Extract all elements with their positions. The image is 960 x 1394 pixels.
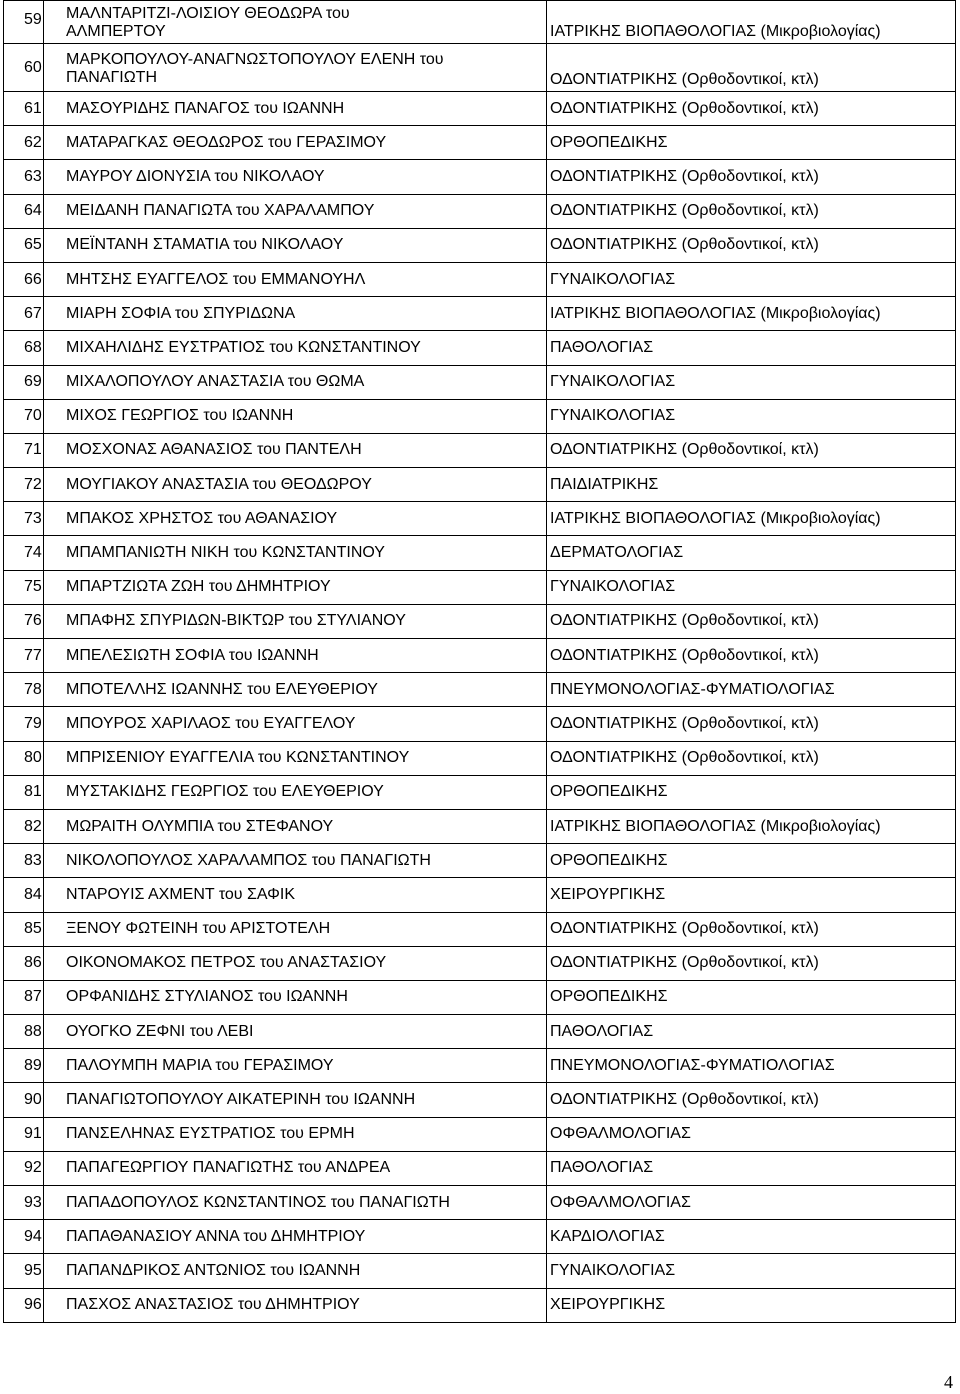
table-row [4,536,956,570]
person-name: ΜΟΥΓΙΑΚΟΥ ΑΝΑΣΤΑΣΙΑ του ΘΕΟΔΩΡΟΥ [44,468,547,502]
table-row [4,1151,956,1185]
person-name: ΠΑΠΑΔΟΠΟΥΛΟΣ ΚΩΝΣΤΑΝΤΙΝΟΣ του ΠΑΝΑΓΙΩΤΗ [44,1186,547,1220]
person-name: ΠΑΝΑΓΙΩΤΟΠΟΥΛΟΥ ΑΙΚΑΤΕΡΙΝΗ του ΙΩΑΝΝΗ [44,1083,547,1117]
table-row [4,1186,956,1220]
table-row [4,1015,956,1049]
row-number: 66 [4,262,44,296]
row-number: 93 [4,1186,44,1220]
table-row [4,126,956,160]
person-name: ΜΙΑΡΗ ΣΟΦΙΑ του ΣΠΥΡΙΔΩΝΑ [44,297,547,331]
specialty: ΟΔΟΝΤΙΑΤΡΙΚΗΣ (Ορθοδοντικοί, κτλ) [547,228,956,262]
table-row [4,707,956,741]
specialty: ΟΡΘΟΠΕΔΙΚΗΣ [547,980,956,1014]
row-number: 73 [4,502,44,536]
row-number: 75 [4,570,44,604]
table-row [4,194,956,228]
row-number: 96 [4,1288,44,1322]
table-row [4,1288,956,1322]
row-number: 87 [4,980,44,1014]
row-number: 67 [4,297,44,331]
table-row [4,228,956,262]
candidates-table [3,0,956,1323]
specialty: ΟΔΟΝΤΙΑΤΡΙΚΗΣ (Ορθοδοντικοί, κτλ) [547,433,956,467]
person-name: ΜΙΧΟΣ ΓΕΩΡΓΙΟΣ του ΙΩΑΝΝΗ [44,399,547,433]
row-number: 76 [4,604,44,638]
table-row [4,1220,956,1254]
row-number: 77 [4,639,44,673]
specialty: ΟΔΟΝΤΙΑΤΡΙΚΗΣ (Ορθοδοντικοί, κτλ) [547,44,956,92]
person-name: ΠΑΠΑΘΑΝΑΣΙΟΥ ΑΝΝΑ του ΔΗΜΗΤΡΙΟΥ [44,1220,547,1254]
person-name: ΜΑΣΟΥΡΙΔΗΣ ΠΑΝΑΓΟΣ του ΙΩΑΝΝΗ [44,92,547,126]
table-row [4,946,956,980]
table-row [4,980,956,1014]
row-number: 91 [4,1117,44,1151]
specialty: ΟΔΟΝΤΙΑΤΡΙΚΗΣ (Ορθοδοντικοί, κτλ) [547,707,956,741]
row-number: 92 [4,1151,44,1185]
table-row [4,604,956,638]
table-row [4,878,956,912]
person-name: ΠΑΣΧΟΣ ΑΝΑΣΤΑΣΙΟΣ του ΔΗΜΗΤΡΙΟΥ [44,1288,547,1322]
specialty: ΙΑΤΡΙΚΗΣ ΒΙΟΠΑΘΟΛΟΓΙΑΣ (Μικροβιολογίας) [547,809,956,843]
row-number: 68 [4,331,44,365]
person-name: ΟΥΟΓΚΟ ΖΕΦΝΙ του ΛΕΒΙ [44,1015,547,1049]
row-number: 80 [4,741,44,775]
table-row [4,160,956,194]
table-row [4,1117,956,1151]
row-number: 64 [4,194,44,228]
row-number: 89 [4,1049,44,1083]
person-name: ΠΑΠΑΓΕΩΡΓΙΟΥ ΠΑΝΑΓΙΩΤΗΣ του ΑΝΔΡΕΑ [44,1151,547,1185]
table-row [4,1083,956,1117]
row-number: 85 [4,912,44,946]
person-name: ΜΠΑΡΤΖΙΩΤΑ ΖΩΗ του ΔΗΜΗΤΡΙΟΥ [44,570,547,604]
person-name: ΜΠΟΤΕΛΛΗΣ ΙΩΑΝΝΗΣ του ΕΛΕΥΘΕΡΙΟΥ [44,673,547,707]
specialty: ΟΡΘΟΠΕΔΙΚΗΣ [547,844,956,878]
specialty: ΓΥΝΑΙΚΟΛΟΓΙΑΣ [547,1254,956,1288]
person-name: ΞΕΝΟΥ ΦΩΤΕΙΝΗ του ΑΡΙΣΤΟΤΕΛΗ [44,912,547,946]
row-number: 61 [4,92,44,126]
table-row [4,741,956,775]
row-number: 69 [4,365,44,399]
row-number: 81 [4,775,44,809]
row-number: 65 [4,228,44,262]
table-row [4,809,956,843]
specialty: ΟΦΘΑΛΜΟΛΟΓΙΑΣ [547,1186,956,1220]
person-name: ΟΙΚΟΝΟΜΑΚΟΣ ΠΕΤΡΟΣ του ΑΝΑΣΤΑΣΙΟΥ [44,946,547,980]
table-row [4,775,956,809]
table-row [4,44,956,92]
row-number: 82 [4,809,44,843]
row-number: 59 [4,1,44,44]
table-row [4,433,956,467]
row-number: 90 [4,1083,44,1117]
specialty: ΟΔΟΝΤΙΑΤΡΙΚΗΣ (Ορθοδοντικοί, κτλ) [547,160,956,194]
person-name: ΜΠΕΛΕΣΙΩΤΗ ΣΟΦΙΑ του ΙΩΑΝΝΗ [44,639,547,673]
specialty: ΙΑΤΡΙΚΗΣ ΒΙΟΠΑΘΟΛΟΓΙΑΣ (Μικροβιολογίας) [547,502,956,536]
person-name: ΠΑΝΣΕΛΗΝΑΣ ΕΥΣΤΡΑΤΙΟΣ του ΕΡΜΗ [44,1117,547,1151]
specialty: ΟΦΘΑΛΜΟΛΟΓΙΑΣ [547,1117,956,1151]
person-name: ΜΙΧΑΗΛΙΔΗΣ ΕΥΣΤΡΑΤΙΟΣ του ΚΩΝΣΤΑΝΤΙΝΟΥ [44,331,547,365]
specialty: ΟΡΘΟΠΕΔΙΚΗΣ [547,126,956,160]
person-name: ΜΠΡΙΣΕΝΙΟΥ ΕΥΑΓΓΕΛΙΑ του ΚΩΝΣΤΑΝΤΙΝΟΥ [44,741,547,775]
table-row [4,639,956,673]
row-number: 86 [4,946,44,980]
specialty: ΠΑΘΟΛΟΓΙΑΣ [547,1151,956,1185]
specialty: ΧΕΙΡΟΥΡΓΙΚΗΣ [547,878,956,912]
specialty: ΔΕΡΜΑΤΟΛΟΓΙΑΣ [547,536,956,570]
person-name: ΝΙΚΟΛΟΠΟΥΛΟΣ ΧΑΡΑΛΑΜΠΟΣ του ΠΑΝΑΓΙΩΤΗ [44,844,547,878]
table-row [4,399,956,433]
specialty: ΓΥΝΑΙΚΟΛΟΓΙΑΣ [547,365,956,399]
specialty: ΠΝΕΥΜΟΝΟΛΟΓΙΑΣ-ΦΥΜΑΤΙΟΛΟΓΙΑΣ [547,1049,956,1083]
row-number: 72 [4,468,44,502]
person-name-line-1: ΜΑΡΚΟΠΟΥΛΟΥ-ΑΝΑΓΝΩΣΤΟΠΟΥΛΟΥ ΕΛΕΝΗ του [66,50,444,68]
table-row [4,1049,956,1083]
candidates-table-body [4,1,956,1323]
table-row [4,844,956,878]
table-row [4,331,956,365]
table-row [4,673,956,707]
person-name: ΜΕΪΝΤΑΝΗ ΣΤΑΜΑΤΙΑ του ΝΙΚΟΛΑΟΥ [44,228,547,262]
specialty: ΟΔΟΝΤΙΑΤΡΙΚΗΣ (Ορθοδοντικοί, κτλ) [547,604,956,638]
table-row [4,1,956,44]
specialty: ΟΔΟΝΤΙΑΤΡΙΚΗΣ (Ορθοδοντικοί, κτλ) [547,912,956,946]
person-name: ΜΟΣΧΟΝΑΣ ΑΘΑΝΑΣΙΟΣ του ΠΑΝΤΕΛΗ [44,433,547,467]
table-row [4,365,956,399]
row-number: 95 [4,1254,44,1288]
row-number: 88 [4,1015,44,1049]
specialty: ΟΔΟΝΤΙΑΤΡΙΚΗΣ (Ορθοδοντικοί, κτλ) [547,639,956,673]
person-name-line-2: ΠΑΝΑΓΙΩΤΗ [66,68,157,86]
person-name: ΜΩΡΑΙΤΗ ΟΛΥΜΠΙΑ του ΣΤΕΦΑΝΟΥ [44,809,547,843]
row-number: 79 [4,707,44,741]
person-name: ΜΑΤΑΡΑΓΚΑΣ ΘΕΟΔΩΡΟΣ του ΓΕΡΑΣΙΜΟΥ [44,126,547,160]
specialty: ΧΕΙΡΟΥΡΓΙΚΗΣ [547,1288,956,1322]
specialty: ΟΡΘΟΠΕΔΙΚΗΣ [547,775,956,809]
table-row [4,502,956,536]
specialty: ΠΝΕΥΜΟΝΟΛΟΓΙΑΣ-ΦΥΜΑΤΙΟΛΟΓΙΑΣ [547,673,956,707]
specialty: ΟΔΟΝΤΙΑΤΡΙΚΗΣ (Ορθοδοντικοί, κτλ) [547,92,956,126]
person-name: ΜΥΣΤΑΚΙΔΗΣ ΓΕΩΡΓΙΟΣ του ΕΛΕΥΘΕΡΙΟΥ [44,775,547,809]
person-name: ΜΠΑΦΗΣ ΣΠΥΡΙΔΩΝ-ΒΙΚΤΩΡ του ΣΤΥΛΙΑΝΟΥ [44,604,547,638]
row-number: 74 [4,536,44,570]
row-number: 84 [4,878,44,912]
specialty: ΙΑΤΡΙΚΗΣ ΒΙΟΠΑΘΟΛΟΓΙΑΣ (Μικροβιολογίας) [547,1,956,44]
specialty: ΙΑΤΡΙΚΗΣ ΒΙΟΠΑΘΟΛΟΓΙΑΣ (Μικροβιολογίας) [547,297,956,331]
table-row [4,1254,956,1288]
page-number: 4 [944,1372,953,1392]
specialty: ΟΔΟΝΤΙΑΤΡΙΚΗΣ (Ορθοδοντικοί, κτλ) [547,946,956,980]
specialty: ΚΑΡΔΙΟΛΟΓΙΑΣ [547,1220,956,1254]
person-name [44,44,547,92]
person-name: ΜΠΟΥΡΟΣ ΧΑΡΙΛΑΟΣ του ΕΥΑΓΓΕΛΟΥ [44,707,547,741]
table-row [4,570,956,604]
person-name: ΠΑΛΟΥΜΠΗ ΜΑΡΙΑ του ΓΕΡΑΣΙΜΟΥ [44,1049,547,1083]
table-row [4,468,956,502]
person-name-line-2: ΑΛΜΠΕΡΤΟΥ [66,23,166,40]
specialty: ΠΑΙΔΙΑΤΡΙΚΗΣ [547,468,956,502]
row-number: 62 [4,126,44,160]
row-number: 71 [4,433,44,467]
person-name: ΜΙΧΑΛΟΠΟΥΛΟΥ ΑΝΑΣΤΑΣΙΑ του ΘΩΜΑ [44,365,547,399]
person-name: ΜΕΙΔΑΝΗ ΠΑΝΑΓΙΩΤΑ του ΧΑΡΑΛΑΜΠΟΥ [44,194,547,228]
person-name: ΝΤΑΡΟΥΙΣ ΑΧΜΕΝΤ του ΣΑΦΙΚ [44,878,547,912]
row-number: 94 [4,1220,44,1254]
row-number: 70 [4,399,44,433]
row-number: 83 [4,844,44,878]
table-row [4,262,956,296]
specialty: ΟΔΟΝΤΙΑΤΡΙΚΗΣ (Ορθοδοντικοί, κτλ) [547,194,956,228]
person-name-line-1: ΜΑΛΝΤΑΡΙΤΖΙ-ΛΟΙΣΙΟΥ ΘΕΟΔΩΡΑ του [66,5,350,22]
row-number: 60 [4,44,44,92]
row-number: 63 [4,160,44,194]
specialty: ΓΥΝΑΙΚΟΛΟΓΙΑΣ [547,399,956,433]
person-name: ΜΠΑΜΠΑΝΙΩΤΗ ΝΙΚΗ του ΚΩΝΣΤΑΝΤΙΝΟΥ [44,536,547,570]
specialty: ΟΔΟΝΤΙΑΤΡΙΚΗΣ (Ορθοδοντικοί, κτλ) [547,1083,956,1117]
person-name: ΜΗΤΣΗΣ ΕΥΑΓΓΕΛΟΣ του ΕΜΜΑΝΟΥΗΛ [44,262,547,296]
specialty: ΟΔΟΝΤΙΑΤΡΙΚΗΣ (Ορθοδοντικοί, κτλ) [547,741,956,775]
person-name: ΠΑΠΑΝΔΡΙΚΟΣ ΑΝΤΩΝΙΟΣ του ΙΩΑΝΝΗ [44,1254,547,1288]
person-name [44,1,547,44]
table-row [4,297,956,331]
specialty: ΓΥΝΑΙΚΟΛΟΓΙΑΣ [547,570,956,604]
row-number: 78 [4,673,44,707]
specialty: ΓΥΝΑΙΚΟΛΟΓΙΑΣ [547,262,956,296]
specialty: ΠΑΘΟΛΟΓΙΑΣ [547,1015,956,1049]
table-row [4,912,956,946]
table-row [4,92,956,126]
person-name: ΜΠΑΚΟΣ ΧΡΗΣΤΟΣ του ΑΘΑΝΑΣΙΟΥ [44,502,547,536]
person-name: ΜΑΥΡΟΥ ΔΙΟΝΥΣΙΑ του ΝΙΚΟΛΑΟΥ [44,160,547,194]
specialty: ΠΑΘΟΛΟΓΙΑΣ [547,331,956,365]
person-name: ΟΡΦΑΝΙΔΗΣ ΣΤΥΛΙΑΝΟΣ του ΙΩΑΝΝΗ [44,980,547,1014]
